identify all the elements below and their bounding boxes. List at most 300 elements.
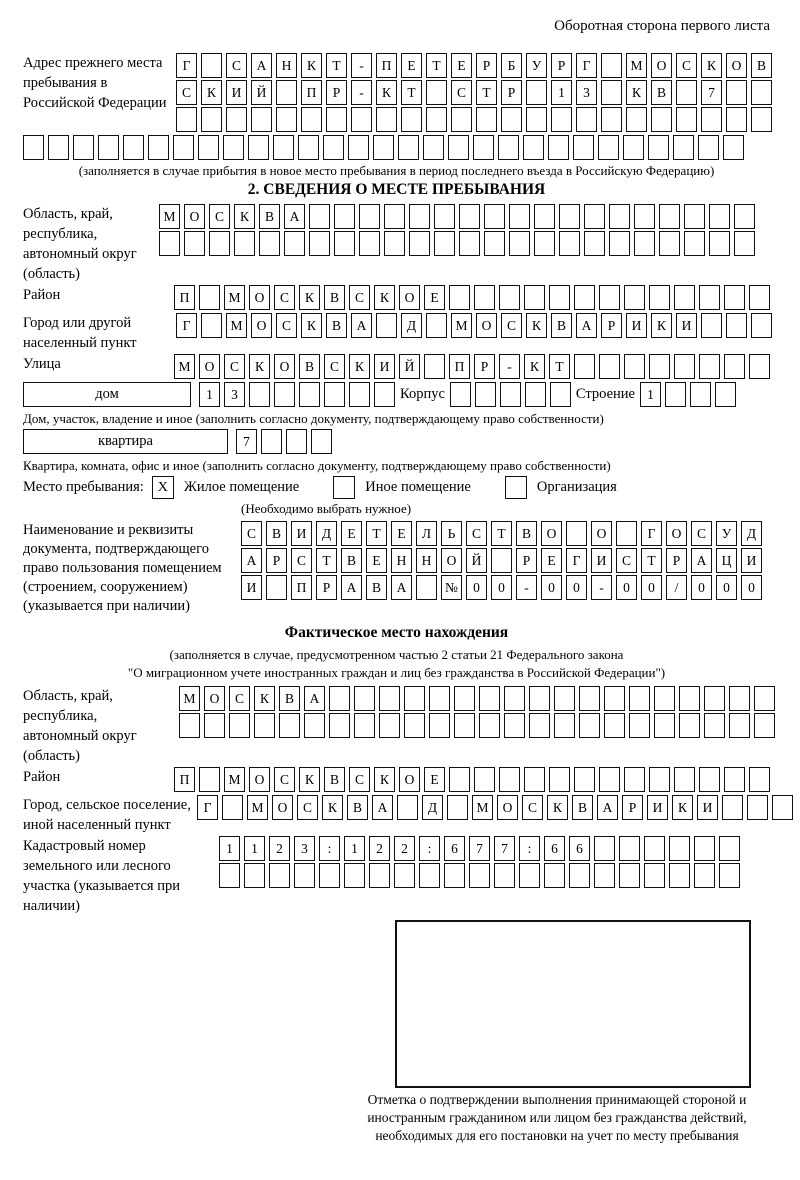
char-cell[interactable] (601, 107, 622, 132)
char-cell[interactable]: М (179, 686, 200, 711)
char-cell[interactable] (669, 836, 690, 861)
char-cell[interactable]: О (249, 285, 270, 310)
char-cell[interactable] (534, 231, 555, 256)
char-cell[interactable]: Т (476, 80, 497, 105)
char-cell[interactable]: Р (666, 548, 687, 573)
char-cell[interactable] (724, 767, 745, 792)
char-cell[interactable] (429, 713, 450, 738)
char-cell[interactable]: Р (266, 548, 287, 573)
char-cell[interactable] (376, 313, 397, 338)
char-cell[interactable]: : (519, 836, 540, 861)
char-cell[interactable]: П (449, 354, 470, 379)
char-cell[interactable]: С (224, 354, 245, 379)
char-cell[interactable]: С (274, 285, 295, 310)
char-cell[interactable] (519, 863, 540, 888)
char-cell[interactable]: В (516, 521, 537, 546)
char-cell[interactable]: К (672, 795, 693, 820)
char-cell[interactable] (349, 382, 370, 407)
char-cell[interactable] (609, 231, 630, 256)
char-cell[interactable] (451, 107, 472, 132)
char-cell[interactable] (690, 382, 711, 407)
char-cell[interactable]: 7 (494, 836, 515, 861)
char-cell[interactable] (579, 686, 600, 711)
char-cell[interactable]: А (241, 548, 262, 573)
char-cell[interactable] (524, 285, 545, 310)
char-cell[interactable] (726, 107, 747, 132)
char-cell[interactable] (634, 231, 655, 256)
char-cell[interactable] (626, 107, 647, 132)
char-cell[interactable]: Т (549, 354, 570, 379)
char-cell[interactable] (261, 429, 282, 454)
char-cell[interactable]: О (249, 767, 270, 792)
char-cell[interactable]: С (691, 521, 712, 546)
char-cell[interactable] (369, 863, 390, 888)
char-cell[interactable]: П (174, 285, 195, 310)
char-cell[interactable]: С (522, 795, 543, 820)
char-cell[interactable] (772, 795, 793, 820)
char-cell[interactable] (424, 354, 445, 379)
char-cell[interactable]: Д (401, 313, 422, 338)
char-cell[interactable] (679, 713, 700, 738)
char-cell[interactable] (704, 713, 725, 738)
char-cell[interactable] (484, 231, 505, 256)
char-cell[interactable] (284, 231, 305, 256)
char-cell[interactable]: К (299, 285, 320, 310)
char-cell[interactable] (479, 686, 500, 711)
char-cell[interactable] (266, 575, 287, 600)
char-cell[interactable] (494, 863, 515, 888)
char-cell[interactable] (384, 204, 405, 229)
char-cell[interactable] (651, 107, 672, 132)
char-cell[interactable] (684, 231, 705, 256)
char-cell[interactable]: Л (416, 521, 437, 546)
char-cell[interactable]: Р (326, 80, 347, 105)
char-cell[interactable] (719, 863, 740, 888)
char-cell[interactable] (501, 107, 522, 132)
char-cell[interactable] (404, 686, 425, 711)
char-cell[interactable] (426, 80, 447, 105)
char-cell[interactable] (311, 429, 332, 454)
char-cell[interactable]: Т (316, 548, 337, 573)
char-cell[interactable]: С (276, 313, 297, 338)
char-cell[interactable]: В (324, 767, 345, 792)
char-cell[interactable]: В (651, 80, 672, 105)
char-cell[interactable] (419, 863, 440, 888)
char-cell[interactable] (259, 231, 280, 256)
char-cell[interactable]: 1 (344, 836, 365, 861)
char-cell[interactable]: 0 (466, 575, 487, 600)
char-cell[interactable]: М (174, 354, 195, 379)
char-cell[interactable] (450, 382, 471, 407)
char-cell[interactable]: К (201, 80, 222, 105)
char-cell[interactable]: К (524, 354, 545, 379)
char-cell[interactable] (397, 795, 418, 820)
char-cell[interactable] (179, 713, 200, 738)
char-cell[interactable]: В (266, 521, 287, 546)
char-cell[interactable] (574, 285, 595, 310)
char-cell[interactable]: Ц (716, 548, 737, 573)
char-cell[interactable] (373, 135, 394, 160)
char-cell[interactable]: - (351, 80, 372, 105)
char-cell[interactable] (709, 204, 730, 229)
char-cell[interactable]: К (701, 53, 722, 78)
char-cell[interactable]: С (297, 795, 318, 820)
char-cell[interactable]: М (159, 204, 180, 229)
char-cell[interactable]: М (472, 795, 493, 820)
char-cell[interactable] (201, 107, 222, 132)
char-cell[interactable] (384, 231, 405, 256)
char-cell[interactable] (574, 767, 595, 792)
char-cell[interactable] (409, 231, 430, 256)
char-cell[interactable] (299, 382, 320, 407)
char-cell[interactable] (699, 354, 720, 379)
char-cell[interactable] (649, 285, 670, 310)
char-cell[interactable] (624, 767, 645, 792)
char-cell[interactable] (751, 80, 772, 105)
char-cell[interactable] (509, 204, 530, 229)
char-cell[interactable] (500, 382, 521, 407)
char-cell[interactable]: 0 (541, 575, 562, 600)
char-cell[interactable] (676, 80, 697, 105)
char-cell[interactable] (484, 204, 505, 229)
char-cell[interactable] (694, 863, 715, 888)
char-cell[interactable] (599, 767, 620, 792)
char-cell[interactable] (524, 767, 545, 792)
char-cell[interactable]: В (279, 686, 300, 711)
char-cell[interactable]: 6 (569, 836, 590, 861)
char-cell[interactable] (665, 382, 686, 407)
char-cell[interactable] (598, 135, 619, 160)
char-cell[interactable]: А (341, 575, 362, 600)
char-cell[interactable]: П (376, 53, 397, 78)
char-cell[interactable] (269, 863, 290, 888)
checkbox-other-premises[interactable] (333, 476, 355, 499)
char-cell[interactable] (159, 231, 180, 256)
char-cell[interactable] (344, 863, 365, 888)
char-cell[interactable] (559, 231, 580, 256)
char-cell[interactable] (594, 863, 615, 888)
char-cell[interactable]: У (526, 53, 547, 78)
char-cell[interactable] (684, 204, 705, 229)
char-cell[interactable] (323, 135, 344, 160)
char-cell[interactable]: А (304, 686, 325, 711)
char-cell[interactable] (449, 767, 470, 792)
char-cell[interactable]: К (376, 80, 397, 105)
char-cell[interactable] (673, 135, 694, 160)
char-cell[interactable]: 0 (616, 575, 637, 600)
char-cell[interactable]: - (516, 575, 537, 600)
char-cell[interactable]: О (476, 313, 497, 338)
char-cell[interactable] (309, 231, 330, 256)
char-cell[interactable]: О (399, 767, 420, 792)
char-cell[interactable] (729, 686, 750, 711)
char-cell[interactable]: Е (424, 285, 445, 310)
char-cell[interactable] (554, 686, 575, 711)
char-cell[interactable]: Й (399, 354, 420, 379)
char-cell[interactable]: Т (491, 521, 512, 546)
char-cell[interactable] (747, 795, 768, 820)
char-cell[interactable]: Т (326, 53, 347, 78)
char-cell[interactable] (529, 686, 550, 711)
char-cell[interactable]: И (374, 354, 395, 379)
char-cell[interactable] (401, 107, 422, 132)
char-cell[interactable] (694, 836, 715, 861)
char-cell[interactable] (479, 713, 500, 738)
char-cell[interactable] (644, 836, 665, 861)
char-cell[interactable]: В (326, 313, 347, 338)
char-cell[interactable]: К (547, 795, 568, 820)
char-cell[interactable] (201, 53, 222, 78)
char-cell[interactable] (644, 863, 665, 888)
char-cell[interactable] (751, 107, 772, 132)
char-cell[interactable] (199, 285, 220, 310)
char-cell[interactable] (474, 285, 495, 310)
char-cell[interactable] (449, 285, 470, 310)
char-cell[interactable]: К (254, 686, 275, 711)
char-cell[interactable]: А (597, 795, 618, 820)
char-cell[interactable] (423, 135, 444, 160)
char-cell[interactable] (704, 686, 725, 711)
char-cell[interactable] (544, 863, 565, 888)
char-cell[interactable]: И (226, 80, 247, 105)
char-cell[interactable] (329, 713, 350, 738)
char-cell[interactable]: Е (341, 521, 362, 546)
char-cell[interactable] (715, 382, 736, 407)
char-cell[interactable]: Р (622, 795, 643, 820)
char-cell[interactable] (734, 204, 755, 229)
char-cell[interactable] (176, 107, 197, 132)
char-cell[interactable]: 1 (244, 836, 265, 861)
char-cell[interactable] (254, 713, 275, 738)
char-cell[interactable]: И (676, 313, 697, 338)
char-cell[interactable]: Н (276, 53, 297, 78)
char-cell[interactable]: М (247, 795, 268, 820)
char-cell[interactable]: - (499, 354, 520, 379)
char-cell[interactable]: В (551, 313, 572, 338)
char-cell[interactable]: К (626, 80, 647, 105)
char-cell[interactable]: М (226, 313, 247, 338)
char-cell[interactable]: С (226, 53, 247, 78)
char-cell[interactable]: Й (466, 548, 487, 573)
char-cell[interactable]: К (349, 354, 370, 379)
char-cell[interactable] (474, 767, 495, 792)
char-cell[interactable]: С (466, 521, 487, 546)
char-cell[interactable] (222, 795, 243, 820)
char-cell[interactable] (659, 204, 680, 229)
char-cell[interactable] (201, 313, 222, 338)
char-cell[interactable]: М (451, 313, 472, 338)
char-cell[interactable] (376, 107, 397, 132)
char-cell[interactable] (619, 836, 640, 861)
char-cell[interactable] (654, 686, 675, 711)
char-cell[interactable]: А (284, 204, 305, 229)
char-cell[interactable]: В (341, 548, 362, 573)
char-cell[interactable]: О (726, 53, 747, 78)
char-cell[interactable]: И (241, 575, 262, 600)
char-cell[interactable] (529, 713, 550, 738)
char-cell[interactable] (566, 521, 587, 546)
char-cell[interactable]: Й (251, 80, 272, 105)
char-cell[interactable]: А (372, 795, 393, 820)
char-cell[interactable] (659, 231, 680, 256)
char-cell[interactable]: 1 (551, 80, 572, 105)
char-cell[interactable]: И (647, 795, 668, 820)
char-cell[interactable]: Д (422, 795, 443, 820)
char-cell[interactable]: 0 (691, 575, 712, 600)
char-cell[interactable] (249, 382, 270, 407)
checkbox-organization[interactable] (505, 476, 527, 499)
char-cell[interactable] (679, 686, 700, 711)
char-cell[interactable] (674, 285, 695, 310)
char-cell[interactable]: И (626, 313, 647, 338)
char-cell[interactable] (549, 767, 570, 792)
char-cell[interactable] (184, 231, 205, 256)
char-cell[interactable] (698, 135, 719, 160)
char-cell[interactable] (526, 107, 547, 132)
char-cell[interactable] (749, 285, 770, 310)
char-cell[interactable] (398, 135, 419, 160)
char-cell[interactable]: О (251, 313, 272, 338)
char-cell[interactable]: К (526, 313, 547, 338)
char-cell[interactable]: Д (741, 521, 762, 546)
char-cell[interactable]: 2 (369, 836, 390, 861)
char-cell[interactable] (416, 575, 437, 600)
char-cell[interactable] (726, 80, 747, 105)
char-cell[interactable] (523, 135, 544, 160)
char-cell[interactable] (404, 713, 425, 738)
char-cell[interactable]: В (751, 53, 772, 78)
char-cell[interactable]: К (374, 767, 395, 792)
char-cell[interactable] (229, 713, 250, 738)
char-cell[interactable]: Р (476, 53, 497, 78)
char-cell[interactable]: О (274, 354, 295, 379)
char-cell[interactable]: 3 (576, 80, 597, 105)
char-cell[interactable] (676, 107, 697, 132)
char-cell[interactable]: № (441, 575, 462, 600)
char-cell[interactable]: 0 (491, 575, 512, 600)
char-cell[interactable]: 0 (566, 575, 587, 600)
char-cell[interactable] (719, 836, 740, 861)
char-cell[interactable] (623, 135, 644, 160)
char-cell[interactable] (491, 548, 512, 573)
char-cell[interactable] (334, 231, 355, 256)
char-cell[interactable]: Т (641, 548, 662, 573)
char-cell[interactable] (324, 382, 345, 407)
char-cell[interactable]: 2 (269, 836, 290, 861)
char-cell[interactable]: П (291, 575, 312, 600)
char-cell[interactable] (359, 204, 380, 229)
char-cell[interactable] (724, 354, 745, 379)
char-cell[interactable] (476, 107, 497, 132)
char-cell[interactable]: С (291, 548, 312, 573)
char-cell[interactable]: К (249, 354, 270, 379)
char-cell[interactable]: В (324, 285, 345, 310)
char-cell[interactable] (604, 713, 625, 738)
char-cell[interactable]: О (441, 548, 462, 573)
char-cell[interactable] (601, 53, 622, 78)
char-cell[interactable] (434, 231, 455, 256)
char-cell[interactable]: С (451, 80, 472, 105)
char-cell[interactable] (444, 863, 465, 888)
char-cell[interactable]: В (299, 354, 320, 379)
char-cell[interactable]: 0 (641, 575, 662, 600)
char-cell[interactable] (98, 135, 119, 160)
char-cell[interactable] (123, 135, 144, 160)
char-cell[interactable] (751, 313, 772, 338)
char-cell[interactable]: Р (516, 548, 537, 573)
char-cell[interactable]: М (626, 53, 647, 78)
char-cell[interactable]: К (299, 767, 320, 792)
char-cell[interactable]: В (366, 575, 387, 600)
char-cell[interactable] (619, 863, 640, 888)
char-cell[interactable] (309, 204, 330, 229)
char-cell[interactable] (574, 354, 595, 379)
char-cell[interactable]: П (301, 80, 322, 105)
char-cell[interactable] (251, 107, 272, 132)
char-cell[interactable]: И (697, 795, 718, 820)
char-cell[interactable] (199, 767, 220, 792)
char-cell[interactable]: С (501, 313, 522, 338)
char-cell[interactable]: 7 (469, 836, 490, 861)
char-cell[interactable] (379, 713, 400, 738)
char-cell[interactable] (525, 382, 546, 407)
char-cell[interactable] (454, 686, 475, 711)
char-cell[interactable] (649, 354, 670, 379)
char-cell[interactable]: 1 (640, 382, 661, 407)
char-cell[interactable] (579, 713, 600, 738)
char-cell[interactable] (634, 204, 655, 229)
char-cell[interactable] (459, 231, 480, 256)
char-cell[interactable] (209, 231, 230, 256)
char-cell[interactable] (674, 767, 695, 792)
char-cell[interactable] (599, 354, 620, 379)
char-cell[interactable]: Т (401, 80, 422, 105)
char-cell[interactable] (654, 713, 675, 738)
char-cell[interactable] (569, 863, 590, 888)
char-cell[interactable] (498, 135, 519, 160)
char-cell[interactable] (526, 80, 547, 105)
char-cell[interactable]: И (291, 521, 312, 546)
char-cell[interactable] (701, 107, 722, 132)
char-cell[interactable]: С (176, 80, 197, 105)
char-cell[interactable]: 0 (716, 575, 737, 600)
char-cell[interactable]: А (391, 575, 412, 600)
char-cell[interactable]: 7 (701, 80, 722, 105)
char-cell[interactable]: Д (316, 521, 337, 546)
char-cell[interactable] (334, 204, 355, 229)
char-cell[interactable] (223, 135, 244, 160)
char-cell[interactable]: О (184, 204, 205, 229)
char-cell[interactable]: : (319, 836, 340, 861)
char-cell[interactable] (723, 135, 744, 160)
char-cell[interactable]: 1 (199, 382, 220, 407)
char-cell[interactable] (48, 135, 69, 160)
char-cell[interactable]: Р (501, 80, 522, 105)
char-cell[interactable] (379, 686, 400, 711)
char-cell[interactable] (429, 686, 450, 711)
char-cell[interactable] (504, 713, 525, 738)
char-cell[interactable] (549, 285, 570, 310)
char-cell[interactable] (754, 713, 775, 738)
char-cell[interactable] (599, 285, 620, 310)
char-cell[interactable] (584, 231, 605, 256)
char-cell[interactable]: И (741, 548, 762, 573)
char-cell[interactable]: - (591, 575, 612, 600)
char-cell[interactable] (426, 313, 447, 338)
char-cell[interactable]: Г (641, 521, 662, 546)
char-cell[interactable] (609, 204, 630, 229)
char-cell[interactable] (319, 863, 340, 888)
